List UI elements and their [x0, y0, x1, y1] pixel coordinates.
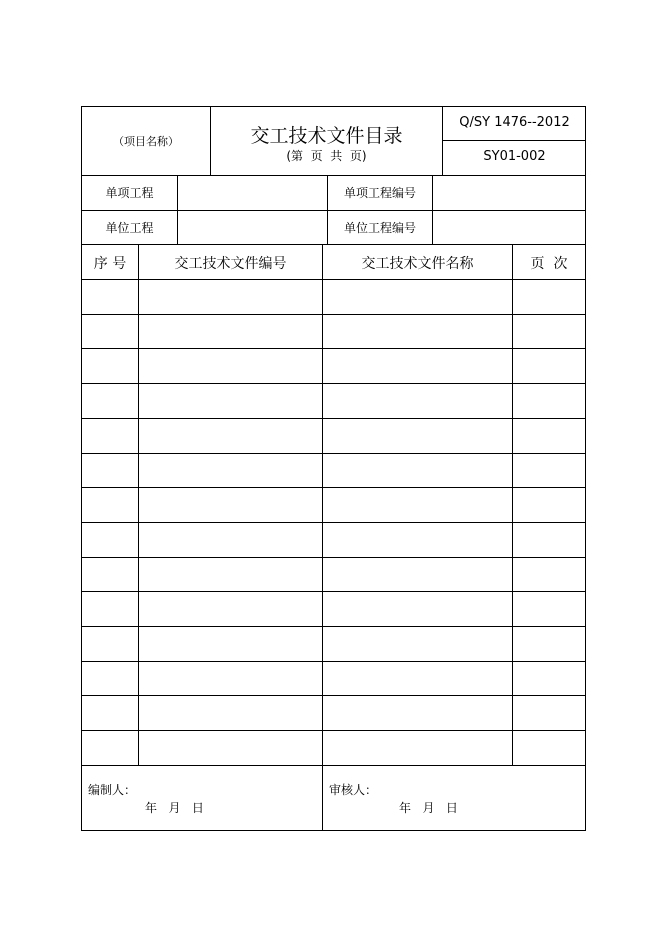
reviewer-date: 年 月 日 [399, 801, 458, 815]
table-cell[interactable] [513, 349, 585, 382]
table-cell[interactable] [82, 315, 137, 348]
table-cell[interactable] [82, 558, 137, 591]
table-cell[interactable] [82, 280, 137, 313]
table-cell[interactable] [513, 696, 585, 729]
table-cell[interactable] [323, 315, 511, 348]
table-cell[interactable] [323, 696, 511, 729]
table-cell[interactable] [323, 384, 511, 417]
compiler-label: 编制人： [88, 783, 137, 797]
table-cell[interactable] [513, 627, 585, 660]
table-cell[interactable] [323, 558, 511, 591]
table-cell[interactable] [82, 419, 137, 452]
table-cell[interactable] [82, 384, 137, 417]
table-cell[interactable] [139, 627, 321, 660]
table-cell[interactable] [82, 592, 137, 625]
table-cell[interactable] [323, 488, 511, 521]
table-cell[interactable] [323, 454, 511, 487]
item-project-no-label: 单项工程编号 [343, 186, 416, 200]
table-cell[interactable] [513, 558, 585, 591]
table-cell[interactable] [139, 419, 321, 452]
table-cell[interactable] [513, 315, 585, 348]
footer-divider [322, 765, 323, 831]
column-header-pages: 页 次 [530, 256, 568, 272]
item-project-label: 单项工程 [105, 186, 154, 200]
table-row-line [81, 765, 586, 766]
table-cell[interactable] [139, 349, 321, 382]
table-cell[interactable] [139, 731, 321, 764]
column-header-seq: 序 号 [93, 256, 127, 272]
table-cell[interactable] [323, 280, 511, 313]
column-header-doc-no: 交工技术文件编号 [174, 256, 287, 272]
table-cell[interactable] [139, 280, 321, 313]
project-name: （项目名称） [113, 135, 179, 148]
table-column-line [512, 244, 513, 765]
table-cell[interactable] [139, 592, 321, 625]
table-cell[interactable] [139, 558, 321, 591]
table-cell[interactable] [139, 523, 321, 556]
item-project-no-field[interactable] [435, 184, 583, 202]
reviewer-label: 审核人： [329, 783, 378, 797]
table-cell[interactable] [323, 419, 511, 452]
info-bottom-line [81, 244, 586, 245]
table-cell[interactable] [82, 627, 137, 660]
unit-project-field[interactable] [180, 219, 325, 237]
compiler-date: 年 月 日 [145, 801, 204, 815]
table-cell[interactable] [323, 731, 511, 764]
table-cell[interactable] [139, 384, 321, 417]
standard-code: Q/SY 1476--2012 [459, 115, 570, 130]
unit-project-no-label: 单位工程编号 [343, 221, 416, 235]
table-cell[interactable] [323, 523, 511, 556]
table-cell[interactable] [513, 662, 585, 695]
table-cell[interactable] [323, 662, 511, 695]
info-divider [177, 175, 178, 244]
column-header-doc-name: 交工技术文件名称 [361, 256, 474, 272]
table-cell[interactable] [513, 384, 585, 417]
unit-project-label: 单位工程 [105, 221, 154, 235]
table-cell[interactable] [82, 731, 137, 764]
table-cell[interactable] [82, 488, 137, 521]
info-divider [432, 175, 433, 244]
item-project-field[interactable] [180, 184, 325, 202]
info-row-line [81, 210, 586, 211]
table-cell[interactable] [323, 592, 511, 625]
header-bottom-line [81, 175, 586, 176]
table-cell[interactable] [323, 627, 511, 660]
table-cell[interactable] [513, 523, 585, 556]
table-cell[interactable] [82, 523, 137, 556]
table-cell[interactable] [139, 662, 321, 695]
table-cell[interactable] [513, 454, 585, 487]
table-column-line [138, 244, 139, 765]
table-cell[interactable] [139, 454, 321, 487]
table-cell[interactable] [139, 696, 321, 729]
table-cell[interactable] [82, 662, 137, 695]
table-cell[interactable] [82, 696, 137, 729]
table-cell[interactable] [82, 349, 137, 382]
table-cell[interactable] [513, 280, 585, 313]
table-cell[interactable] [82, 454, 137, 487]
table-cell[interactable] [323, 349, 511, 382]
page-info: (第 页 共 页) [286, 149, 367, 163]
table-cell[interactable] [139, 488, 321, 521]
unit-project-no-field[interactable] [435, 219, 583, 237]
table-column-line [322, 244, 323, 765]
header-divider [442, 140, 586, 141]
table-cell[interactable] [513, 419, 585, 452]
table-cell[interactable] [513, 488, 585, 521]
form-title: 交工技术文件目录 [250, 125, 403, 147]
table-cell[interactable] [513, 592, 585, 625]
form-code: SY01-002 [483, 149, 546, 164]
table-cell[interactable] [139, 315, 321, 348]
table-cell[interactable] [513, 731, 585, 764]
